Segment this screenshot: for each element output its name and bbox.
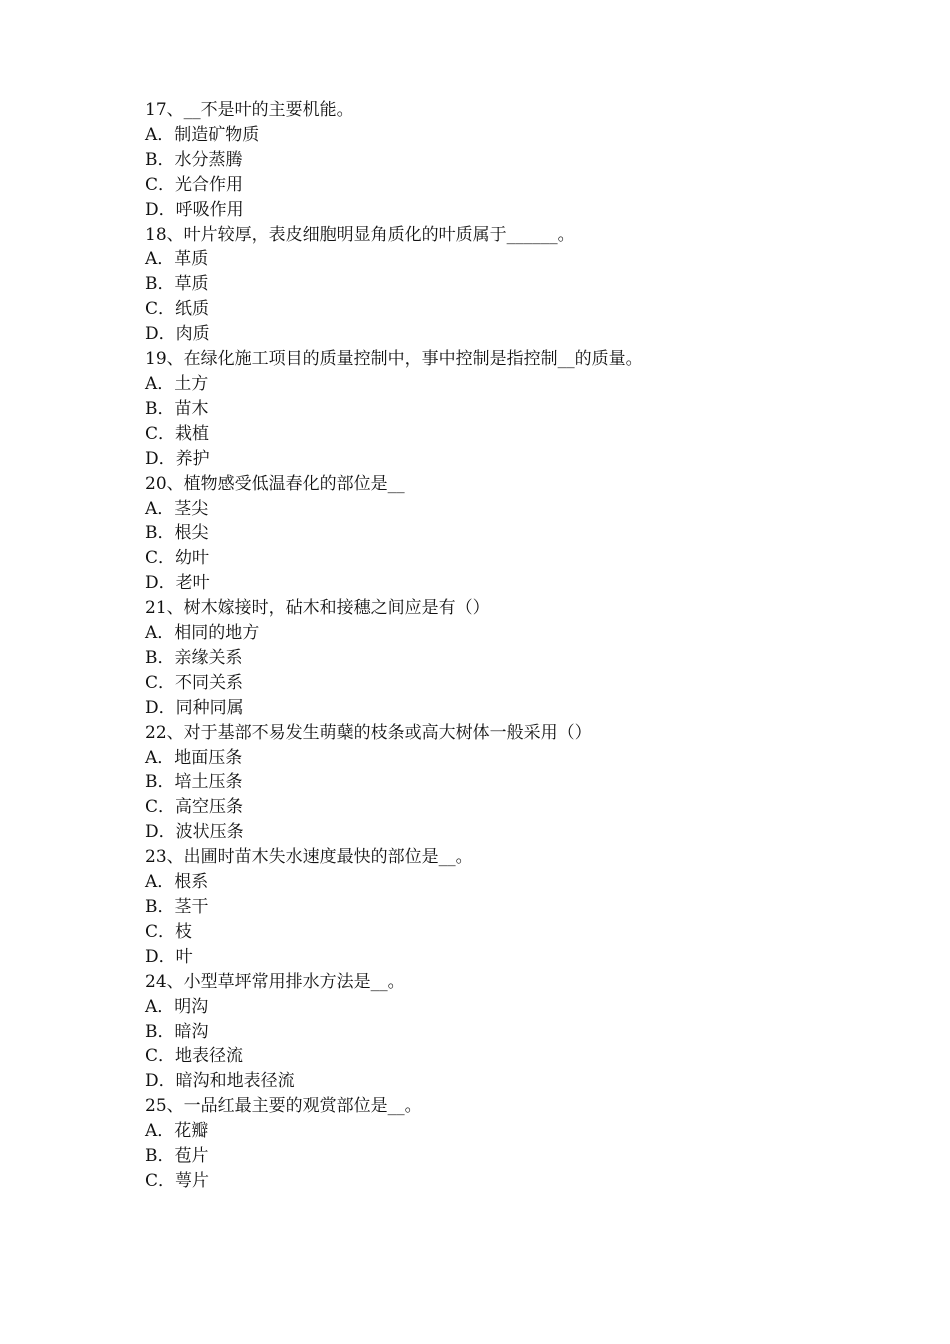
question-stem: 21、树木嫁接时，砧木和接穗之间应是有（） [145, 598, 490, 619]
question-stem: 18、叶片较厚，表皮细胞明显角质化的叶质属于______。 [145, 224, 575, 245]
option-d: D．肉质 [145, 324, 210, 345]
option-a: A．土方 [145, 373, 209, 394]
question-18 [145, 223, 845, 348]
question-list [145, 98, 845, 1194]
option-d: D．养护 [145, 448, 210, 469]
option-c: C．光合作用 [145, 174, 244, 195]
option-b: B．亲缘关系 [145, 647, 243, 668]
option-c: C．萼片 [145, 1170, 210, 1191]
option-a: A．相同的地方 [145, 623, 260, 644]
question-20 [145, 472, 845, 597]
option-c: C．不同关系 [145, 672, 244, 693]
option-b: B．暗沟 [145, 1021, 209, 1042]
option-b: B．苞片 [145, 1146, 209, 1167]
option-c: C．纸质 [145, 299, 210, 320]
question-stem: 17、__不是叶的主要机能。 [145, 100, 354, 120]
option-d: D．波状压条 [145, 822, 244, 843]
option-b: B．茎干 [145, 897, 209, 917]
option-a: A．茎尖 [145, 498, 209, 519]
option-b: B．草质 [145, 274, 209, 295]
question-24 [145, 970, 845, 1095]
option-a: A．明沟 [145, 996, 209, 1017]
option-d: D．呼吸作用 [145, 199, 244, 220]
question-stem: 19、在绿化施工项目的质量控制中，事中控制是指控制__的质量。 [145, 349, 643, 370]
option-b: B．培土压条 [145, 772, 243, 793]
option-a: A．根系 [145, 872, 209, 893]
question-17 [145, 98, 845, 223]
question-22 [145, 721, 845, 846]
option-c: C．栽植 [145, 423, 210, 444]
question-stem: 24、小型草坪常用排水方法是__。 [145, 971, 405, 992]
option-d: D．同种同属 [145, 697, 244, 718]
question-21 [145, 596, 845, 721]
question-19 [145, 347, 845, 472]
option-d: D．老叶 [145, 573, 210, 594]
option-a: A．地面压条 [145, 747, 243, 768]
option-b: B．水分蒸腾 [145, 149, 243, 170]
question-stem: 23、出圃时苗木失水速度最快的部位是__。 [145, 847, 473, 868]
option-a: A．花瓣 [145, 1121, 209, 1142]
question-stem: 25、一品红最主要的观赏部位是__。 [145, 1096, 422, 1117]
question-25 [145, 1094, 845, 1194]
question-23 [145, 845, 845, 970]
option-d: D．叶 [145, 946, 193, 967]
option-a: A．制造矿物质 [145, 124, 260, 145]
option-b: B．苗木 [145, 398, 209, 419]
option-a: A．革质 [145, 249, 209, 270]
option-c: C．枝 [145, 921, 193, 942]
question-stem: 22、对于基部不易发生萌蘖的枝条或高大树体一般采用（） [145, 722, 592, 743]
question-stem: 20、植物感受低温春化的部位是__ [145, 473, 405, 494]
option-c: C．高空压条 [145, 797, 244, 818]
option-c: C．幼叶 [145, 548, 210, 569]
option-b: B．根尖 [145, 523, 209, 544]
option-d: D．暗沟和地表径流 [145, 1071, 295, 1092]
option-c: C．地表径流 [145, 1046, 244, 1067]
